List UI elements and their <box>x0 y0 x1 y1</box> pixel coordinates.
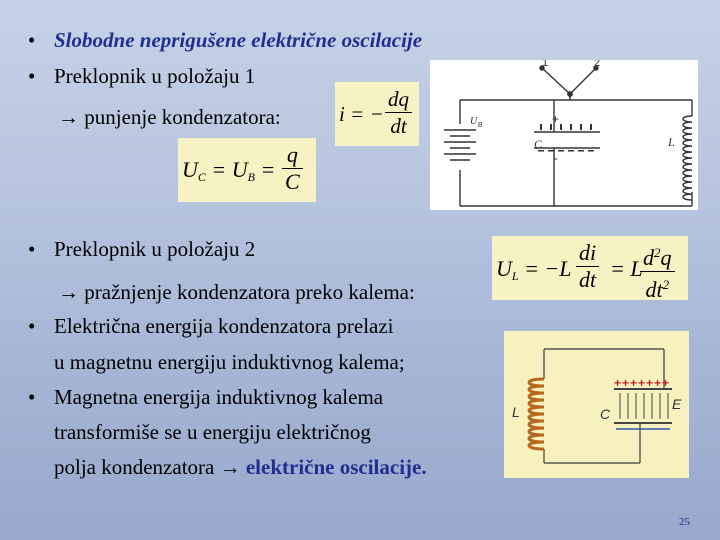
switch-position-1-text: Preklopnik u položaju 1 <box>54 64 256 88</box>
magnetic-text-line-1: Magnetna energija induktivnog kalema <box>54 385 384 409</box>
slide-title: Slobodne neprigušene električne oscilacije <box>54 28 423 52</box>
minus-sign: - <box>554 151 558 165</box>
discharging-text: → pražnjenje kondenzatora preko kalema: <box>58 280 415 304</box>
inductor-label: L <box>668 135 675 149</box>
svg-text:+: + <box>622 376 630 390</box>
magnetic-text-line-3 <box>54 454 427 480</box>
svg-text:+: + <box>654 376 662 390</box>
bullet-marker: • <box>28 28 36 52</box>
voltage-formula: $U_C = U_B$ = $\frac{q}{C}$ <box>178 138 316 202</box>
source-sub-label: B <box>478 122 483 129</box>
magnetic-text-prefix: polja kondenzatora → <box>54 455 246 479</box>
current-formula: i = − $\frac{dq}{dt}$ <box>335 82 419 146</box>
circuit-diagram-1 <box>430 60 698 210</box>
svg-text:+: + <box>646 376 654 390</box>
charging-text: → punjenje kondenzatora: <box>58 105 281 129</box>
energy-text-line-2: u magnetnu energiju induktivnog kalema; <box>54 350 405 374</box>
electric-oscillations-text: električne oscilacije. <box>245 455 427 479</box>
circuit-1-svg <box>430 60 698 210</box>
svg-text:+: + <box>630 376 638 390</box>
bullet-energy-transfer-1 <box>28 313 394 339</box>
switch-pos-1-label: 1 <box>542 60 549 69</box>
circuit-diagram-2 <box>504 331 689 478</box>
circuit-2-svg <box>504 331 689 478</box>
svg-text:+: + <box>638 376 646 390</box>
bullet-marker: • <box>28 385 36 409</box>
plus-sign: + <box>552 112 560 126</box>
bullet-marker: • <box>28 237 36 261</box>
bullet-switch-position-2 <box>28 236 256 262</box>
switch-position-2-text: Preklopnik u položaju 2 <box>54 237 256 261</box>
energy-text-line-1: Električna energija kondenzatora prelazi <box>54 314 394 338</box>
inductor-2-label: L <box>512 404 520 420</box>
switch-pos-2-label: 2 <box>594 60 601 69</box>
capacitor-2-label: C <box>600 406 611 422</box>
svg-text:+: + <box>614 376 622 390</box>
bullet-title <box>28 27 423 53</box>
inductor-voltage-formula: $U_L = -L$ $\frac{di}{dt}$ = L $\frac{d^2q}{dt^2}$ <box>492 236 688 300</box>
bullet-marker: • <box>28 314 36 338</box>
bullet-energy-transfer-2 <box>28 384 384 410</box>
magnetic-text-line-2: transformiše se u energiju električnog <box>54 420 371 444</box>
bullet-switch-position-1 <box>28 63 256 89</box>
capacitor-label: C <box>534 137 543 151</box>
source-label: U <box>470 116 478 127</box>
electric-field-label: E <box>672 396 682 412</box>
bullet-marker: • <box>28 64 36 88</box>
page-number: 25 <box>679 516 690 528</box>
svg-text:+: + <box>662 376 670 390</box>
